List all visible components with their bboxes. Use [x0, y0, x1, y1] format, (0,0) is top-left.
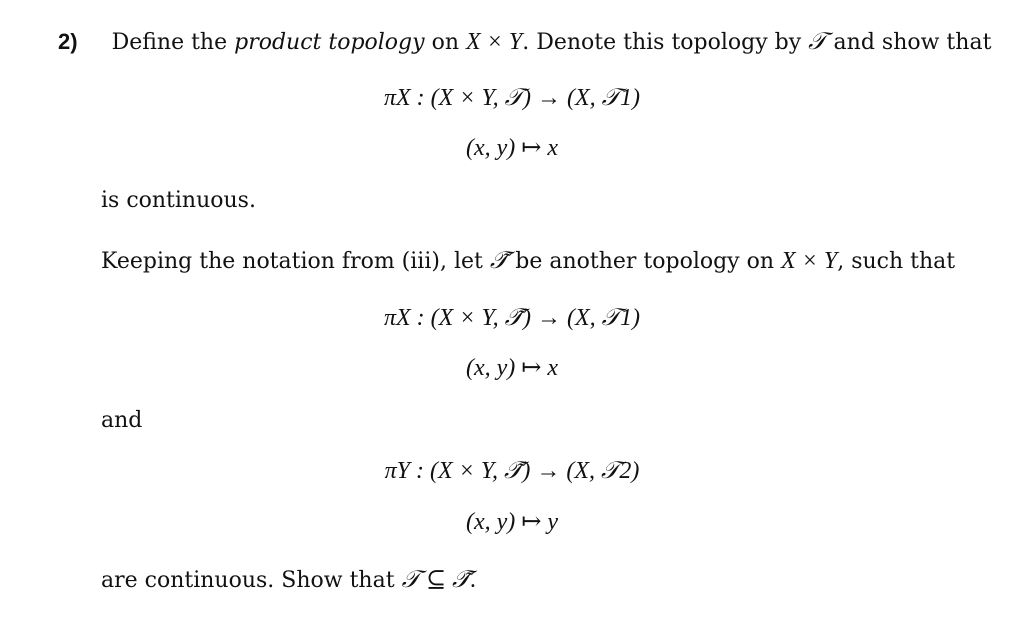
- mapping-rule-y: (x, y) ↦ y: [465, 509, 559, 535]
- conjunction-and: and: [101, 408, 143, 433]
- product-space: X × Y: [466, 29, 523, 55]
- intro-text: Define the: [111, 30, 228, 55]
- intro-end: and show that: [833, 30, 992, 55]
- problem-statement-line: [58, 30, 991, 54]
- emphasized-term: product topology: [234, 30, 425, 55]
- projection-y-tilde-rule: [0, 510, 1024, 534]
- conclusion-line: [101, 568, 476, 592]
- intro-after: . Denote this topology by: [522, 30, 802, 55]
- second-intro: Keeping the notation from (iii), let: [101, 249, 483, 274]
- mapping-rule-tilde: (x, y) ↦ x: [465, 355, 559, 381]
- projection-x-definition: [0, 86, 1024, 110]
- projection-x-tilde-definition: [0, 306, 1024, 330]
- projection-map: πX : (X × Y, 𝒯) → (X, 𝒯1): [383, 85, 641, 111]
- continuity-statement: is continuous.: [101, 188, 256, 213]
- mapping-rule: (x, y) ↦ x: [465, 135, 559, 161]
- intro-on: on: [431, 30, 459, 55]
- second-after: , such that: [837, 249, 956, 274]
- topology-symbol: 𝒯: [808, 29, 827, 55]
- problem-number: 2): [58, 29, 78, 54]
- subset-statement: 𝒯 ⊆ 𝒯̃.: [401, 567, 477, 593]
- projection-map-y: πY : (X × Y, 𝒯̃) → (X, 𝒯2): [384, 458, 640, 484]
- projection-map-tilde: πX : (X × Y, 𝒯̃) → (X, 𝒯1): [383, 305, 641, 331]
- projection-x-tilde-rule: [0, 356, 1024, 380]
- second-middle: be another topology on: [515, 249, 775, 274]
- product-space-second: X × Y: [781, 248, 838, 274]
- topology-tilde-symbol: 𝒯̃: [489, 248, 509, 274]
- projection-y-tilde-definition: [0, 459, 1024, 483]
- second-statement-line: [101, 249, 955, 273]
- projection-x-rule: [0, 136, 1024, 160]
- conclusion-text: are continuous. Show that: [101, 568, 395, 593]
